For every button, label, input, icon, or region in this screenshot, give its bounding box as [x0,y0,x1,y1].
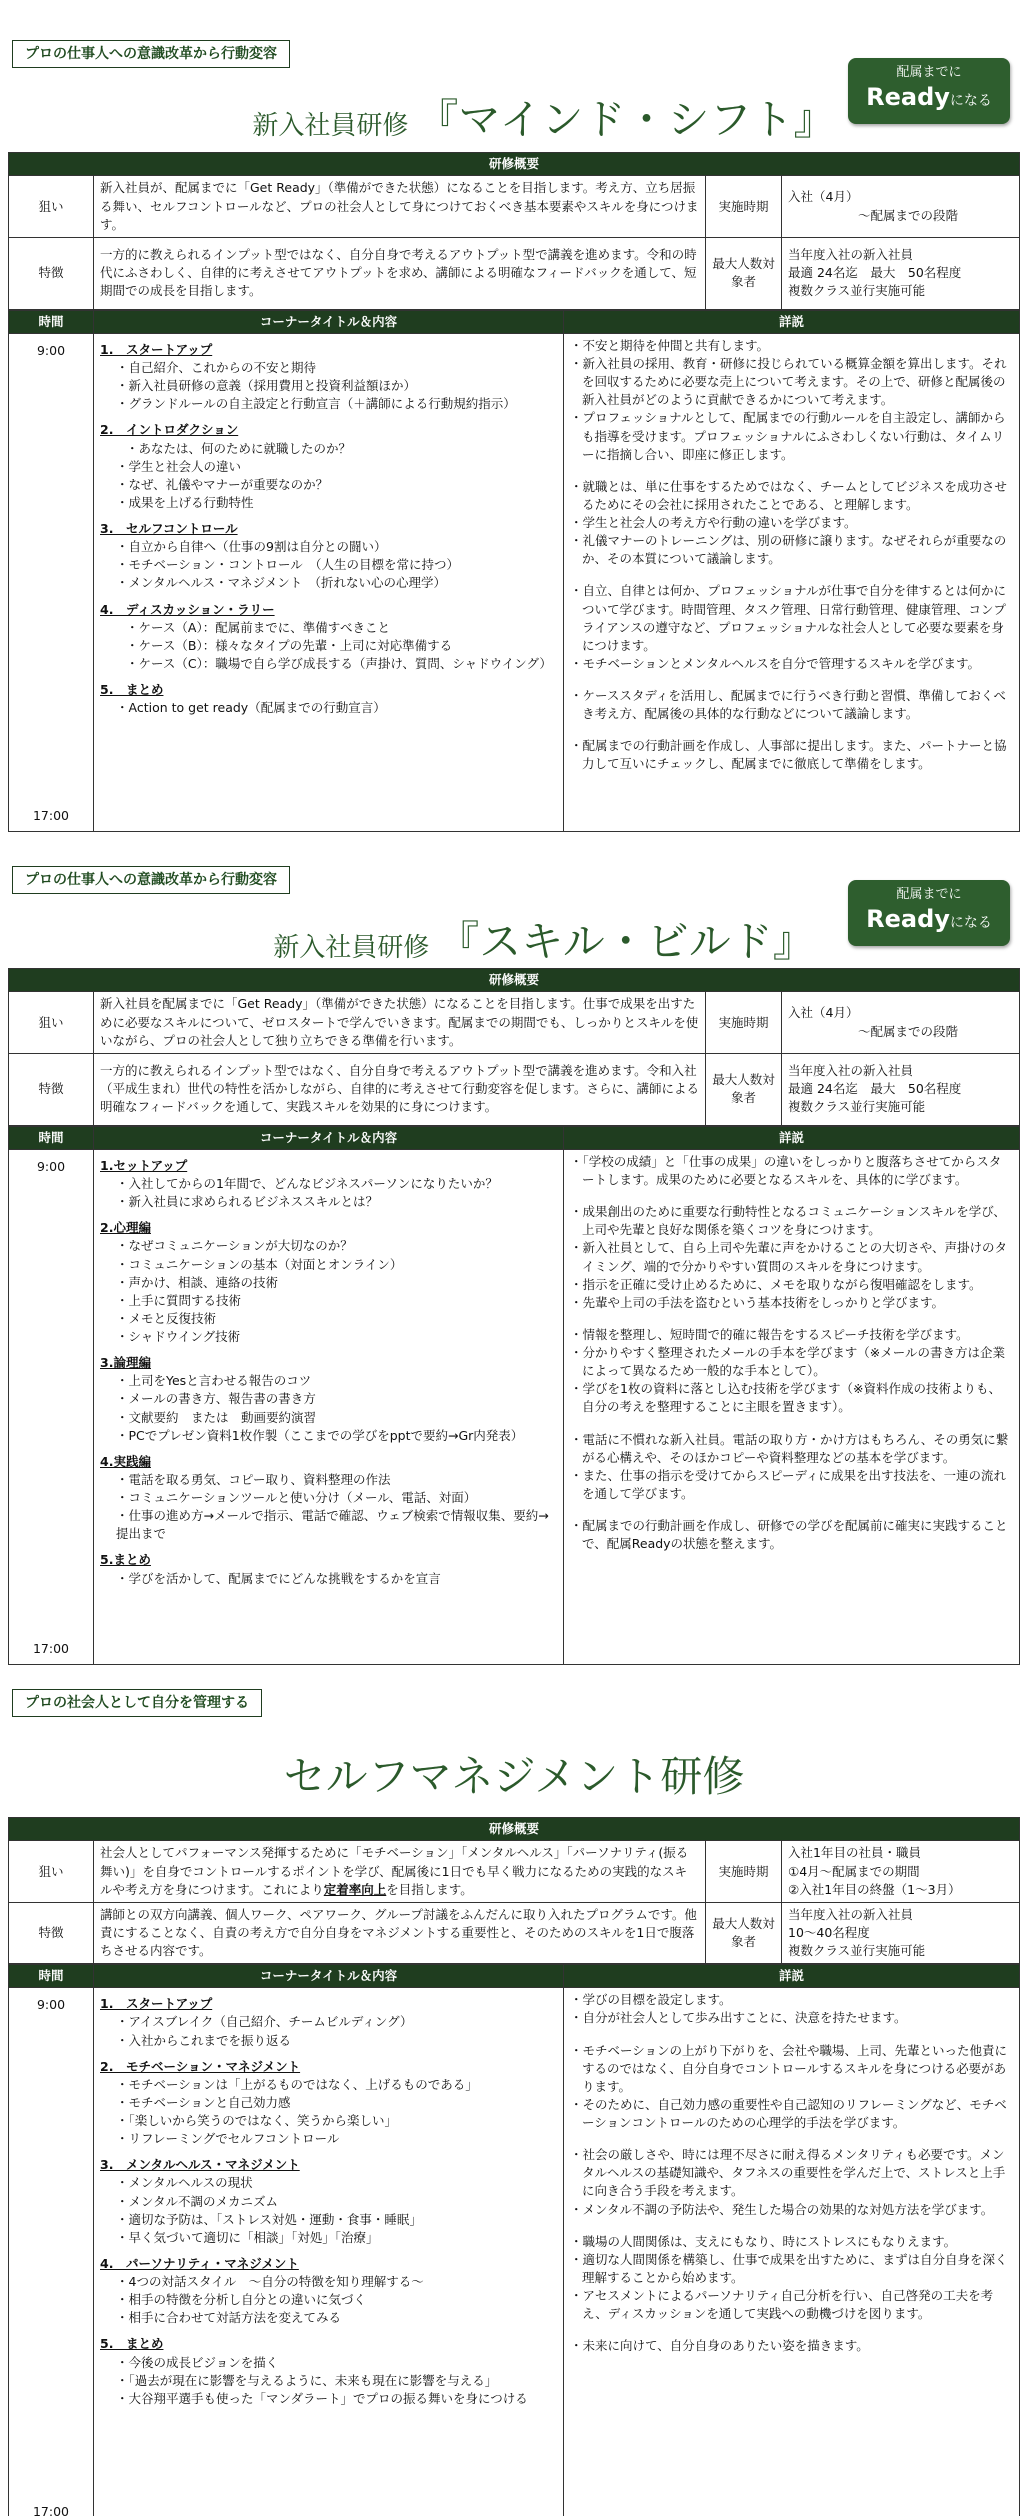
detail-bullet: ・ 学びの目標を設定します。 [570,1991,1013,2009]
time-cell: 9:00 17:00 [9,1988,94,2516]
detail-bullet: ・ そのために、自己効力感の重要性や自己認知のリフレーミングなど、モチベーションコントロールのための心理学的手法を学びます。 [570,2096,1013,2132]
section-heading: 1.セットアップ [100,1157,188,1173]
period-label: 実施時期 [706,176,782,237]
detail-bullet: ・ 学生と社会人の考え方や行動の違いを学びます。 [570,514,1013,532]
badge-line1: 配属までに [896,65,962,80]
section-heading: 2. モチベーション・マネジメント [100,2058,301,2074]
category-tag: プロの社会人として自分を管理する [12,1689,262,1717]
overview-header: 研修概要 [9,1818,1020,1841]
detail-bullet: ・ 新入社員として、自ら上司や先輩に声をかけることの大切さや、声掛けのタイミング、端的で分かりやすい質問のスキルを身につけます。 [570,1239,1013,1275]
detail-bullet: ・ 礼儀マナーのトレーニングは、別の研修に譲ります。なぜそれらが重要なのか、その本質について議論します。 [570,532,1013,568]
list-item: ・ 相手に合わせて対話方法を変えてみる [100,2309,557,2327]
section-heading: 3.論理編 [100,1355,151,1371]
list-item: ・ Action to get ready（配属までの行動宣言） [100,699,557,717]
section-heading: 5.まとめ [100,1552,151,1568]
detail-bullet: ・ 未来に向けて、自分自身のありたい姿を描きます。 [570,2337,1013,2355]
period-cell: 入社（4月） ～配属までの段階 [782,176,1020,237]
badge-line1: 配属までに [896,887,962,902]
title-main: 『スキル・ビルド』 [437,917,815,967]
list-item: ・ 入社してからの1年間で、どんなビジネスパーソンになりたいか？ [100,1175,557,1193]
list-item: ・ モチベーションと自己効力感 [100,2094,557,2112]
section-heading: 1. スタートアップ [100,1996,213,2012]
detail-bullet: ・ 配属までの行動計画を作成し、人事部に提出します。また、パートナーと協力して互いにチェックし、配属までに徹底して準備をします。 [570,737,1013,773]
col-time: 時間 [9,1126,94,1149]
detail-bullet: ・ 自立、自律とは何か、プロフェッショナルが仕事で自分を律するとは何かについて学びます。時間管理、タスク管理、日常行動管理、健康管理、コンプライアンスの遵守など、プロフェッショナルな社会人として必要な要素を身につけます。 [570,582,1013,655]
section-heading: 4. ディスカッション・ラリー [100,601,275,617]
schedule-table [8,310,1020,832]
list-item: ・ コミュニケーションツールと使い分け（メール、電話、対面） [100,1489,557,1507]
program-cell [94,1988,564,2516]
list-item: ・ 電話を取る勇気、コピー取り、資料整理の作法 [100,1471,557,1489]
page-title [8,1747,1020,1809]
schedule-table [8,1964,1020,2516]
category-tag: プロの仕事人への意識改革から行動変容 [12,40,290,68]
list-item: ・ あなたは、何のために就職したのか？ [100,440,557,458]
spacer [570,2323,1013,2337]
detail-cell [564,333,1020,831]
list-item: ・ なぜコミュニケーションが大切なのか？ [100,1237,557,1255]
title-main: セルフマネジメント研修 [283,1752,745,1802]
detail-cell [564,1988,1020,2516]
detail-bullet: ・ 社会の厳しさや、時には理不尽さに耐え得るメンタリティも必要です。メンタルヘルスの基礎知識や、タフネスの重要性を学んだ上で、ストレスと上手に向き合う手段を考えます。 [570,2146,1013,2200]
capacity-cell: 当年度入社の新入社員 10～40名程度 複数クラス並行実施可能 [782,1902,1020,1963]
detail-bullet: ・ 成果創出のために重要な行動特性となるコミュニケーションスキルを学び、上司や先輩と良好な関係を築くコツを身につけます。 [570,1203,1013,1239]
detail-bullet: ・ ケーススタディを活用し、配属までに行うべき行動と習慣、準備しておくべき考え方、配属後の具体的な行動などについて議論します。 [570,687,1013,723]
list-item: ・ 適切な予防は、「ストレス対処・運動・食事・睡眠」 [100,2211,557,2229]
list-item: ・ 成果を上げる行動特性 [100,494,557,512]
list-item: ・ リフレーミングでセルフコントロール [100,2130,557,2148]
list-item: ・ 相手の特徴を分析し自分との違いに気づく [100,2291,557,2309]
overview-header: 研修概要 [9,153,1020,176]
spacer [570,568,1013,582]
detail-bullet: ・ 自分が社会人として歩み出すことに、決意を持たせます。 [570,2009,1013,2027]
detail-bullet: ・ 指示を正確に受け止めるために、メモを取りながら復唱確認をします。 [570,1276,1013,1294]
list-item: ・ 文献要約 または 動画要約演習 [100,1409,557,1427]
training-block-mind-shift [8,0,1020,830]
detail-bullet: ・ 適切な人間関係を構築し、仕事で成果を出すために、まずは自分自身を深く理解することから始めます。 [570,2251,1013,2287]
title-main: 『マインド・シフト』 [416,95,836,145]
time-cell: 9:00 17:00 [9,333,94,831]
spacer [570,2028,1013,2042]
list-item: ・ シャドウイング技術 [100,1328,557,1346]
list-item: ・ ケース（C）：職場で自ら学び成長する（声掛け、質問、シャドウイング） [100,655,557,673]
capacity-label: 最大人数対象者 [706,1902,782,1963]
list-item: ・ 新入社員に求められるビジネススキルとは？ [100,1193,557,1211]
list-item: ・ 仕事の進め方→メールで指示、電話で確認、ウェブ検索で情報収集、要約→提出まで [100,1507,557,1543]
aim-text: 新入社員を配属までに「Get Ready」（準備ができた状態）になることを目指します。仕事で成果を出すために必要なスキルについて、ゼロスタートで学んでいきます。配属までの期間でも、しっかりとスキルを使いながら、プロの社会人として独り立ちできる準備を行います。 [94,992,706,1053]
title-prefix: 新入社員研修 [252,111,409,142]
detail-bullet: ・ 就職とは、単に仕事をするためではなく、チームとしてビジネスを成功させるためにその会社に採用されたことである、と理解します。 [570,478,1013,514]
aim-label: 狙い [9,176,94,237]
capacity-cell: 当年度入社の新入社員 最適 24名迄 最大 50名程度 複数クラス並行実施可能 [782,1053,1020,1125]
list-item: ・ 上手に質問する技術 [100,1292,557,1310]
aim-label: 狙い [9,992,94,1053]
list-item: ・ 今後の成長ビジョンを描く [100,2354,557,2372]
section-heading: 4.実践編 [100,1453,151,1469]
detail-bullet: ・ 電話に不慣れな新入社員。電話の取り方・かけ方はもちろん、その勇気に繋がる心構えや、そのほかコピーや資料整理などの基本を学びます。 [570,1431,1013,1467]
list-item: ・ 「過去が現在に影響を与えるように、未来も現在に影響を与える」 [100,2372,557,2390]
time-cell: 9:00 17:00 [9,1149,94,1664]
ready-badge [848,58,1010,124]
list-item: ・ メモと反復技術 [100,1310,557,1328]
list-item: ・ メールの書き方、報告書の書き方 [100,1390,557,1408]
period-cell: 入社（4月） ～配属までの段階 [782,992,1020,1053]
list-item: ・ 大谷翔平選手も使った「マンダラート」でプロの振る舞いを身につける [100,2390,557,2408]
list-item: ・ PCでプレゼン資料1枚作製（ここまでの学びをpptで要約→Gr内発表） [100,1427,557,1445]
section-heading: 1. スタートアップ [100,341,213,357]
list-item: ・ ケース（A）：配属前までに、準備すべきこと [100,619,557,637]
section-heading: 5. まとめ [100,2336,164,2352]
section-heading: 2.心理編 [100,1220,151,1236]
detail-bullet: ・ また、仕事の指示を受けてからスピーディに成果を出す技法を、一連の流れを通して学びます。 [570,1467,1013,1503]
section-heading: 5. まとめ [100,682,164,698]
detail-bullet: ・ 新入社員の採用、教育・研修に投じられている概算金額を算出します。それを回収するために必要な売上について考えます。その上で、研修と配属後の新入社員がどのように貢献できるかについて考えます。 [570,355,1013,409]
training-block-skill-build [8,830,1020,1675]
detail-bullet: ・ 学びを1枚の資料に落とし込む技術を学びます（※資料作成の技術よりも、自分の考えを整理することに主眼を置きます）。 [570,1380,1013,1416]
detail-bullet: ・ 先輩や上司の手法を盗むという基本技術をしっかりと学びます。 [570,1294,1013,1312]
list-item: ・ 学生と社会人の違い [100,458,557,476]
list-item: ・ 早く気づいて適切に「相談」「対処」「治療」 [100,2229,557,2247]
title-prefix: 新入社員研修 [273,933,430,964]
period-cell: 入社1年目の社員・職員 ①4月～配属までの期間 ②入社1年目の終盤（1～3月） [782,1841,1020,1902]
program-cell [94,1149,564,1664]
col-time: 時間 [9,310,94,333]
spacer [570,2132,1013,2146]
aim-highlight: 定着率向上 [323,1881,387,1897]
schedule-table [8,1126,1020,1665]
col-corner: コーナータイトル＆内容 [94,310,564,333]
detail-bullet: ・ モチベーションとメンタルヘルスを自分で管理するスキルを学びます。 [570,655,1013,673]
col-corner: コーナータイトル＆内容 [94,1126,564,1149]
detail-bullet: ・ 「学校の成績」と「仕事の成果」の違いをしっかりと腹落ちさせてからスタートします。成果のために必要となるスキルを、具体的に学びます。 [570,1153,1013,1189]
list-item: ・ なぜ、礼儀やマナーが重要なのか？ [100,476,557,494]
spacer [570,464,1013,478]
feature-text: 一方的に教えられるインプット型ではなく、自分自身で考えるアウトプット型で講義を進めます。令和の時代にふさわしく、自律的に考えさせてアウトプットを求め、講師による明確なフィードバックを通して、短期間での成長を目指します。 [94,237,706,309]
capacity-label: 最大人数対象者 [706,1053,782,1125]
list-item: ・ 新入社員研修の意義（採用費用と投資利益額ほか） [100,377,557,395]
training-block-self-management [8,1675,1020,2516]
aim-label: 狙い [9,1841,94,1902]
list-item: ・ 学びを活かして、配属までにどんな挑戦をするかを宣言 [100,1570,557,1588]
col-detail: 詳説 [564,310,1020,333]
spacer [570,673,1013,687]
overview-header: 研修概要 [9,969,1020,992]
detail-bullet: ・ 配属までの行動計画を作成し、研修での学びを配属前に確実に実践することで、配属Readyの状態を整えます。 [570,1517,1013,1553]
list-item: ・ アイスブレイク（自己紹介、チームビルディング） [100,2013,557,2031]
badge-line2: Readyになる [866,82,992,111]
detail-bullet: ・ 情報を整理し、短時間で的確に報告をするスピーチ技術を学びます。 [570,1326,1013,1344]
overview-table [8,152,1020,310]
detail-bullet: ・ モチベーションの上がり下がりを、会社や職場、上司、先輩といった他責にするのではなく、自分自身でコントロールするスキルを身につける必要があります。 [570,2042,1013,2096]
list-item: ・ 入社からこれまでを振り返る [100,2032,557,2050]
detail-cell [564,1149,1020,1664]
category-tag: プロの仕事人への意識改革から行動変容 [12,866,290,894]
list-item: ・ グランドルールの自主設定と行動宣言（＋講師による行動規約指示） [100,395,557,413]
feature-text: 一方的に教えられるインプット型ではなく、自分自身で考えるアウトプット型で講義を進めます。令和入社（平成生まれ）世代の特性を活かしながら、自律的に考えさせて行動変容を促します。さらに、講師による明確なフィードバックを通して、実践スキルを効果的に身につけます。 [94,1053,706,1125]
capacity-label: 最大人数対象者 [706,237,782,309]
list-item: ・ ケース（B）：様々なタイプの先輩・上司に対応準備する [100,637,557,655]
detail-bullet: ・ メンタル不調の予防法や、発生した場合の効果的な対処方法を学びます。 [570,2201,1013,2219]
detail-bullet: ・ プロフェッショナルとして、配属までの行動ルールを自主設定し、講師からも指導を受けます。プロフェッショナルにふさわしくない行動は、タイムリーに指摘し合い、即座に修正します。 [570,409,1013,463]
section-heading: 3. セルフコントロール [100,521,238,537]
section-heading: 3. メンタルヘルス・マネジメント [100,2157,300,2173]
spacer [570,723,1013,737]
list-item: ・ メンタルヘルスの現状 [100,2174,557,2192]
col-detail: 詳説 [564,1965,1020,1988]
detail-bullet: ・ アセスメントによるパーソナリティ自己分析を行い、自己啓発の工夫を考え、ディスカッションを通して実践への動機づけを図ります。 [570,2287,1013,2323]
overview-table [8,1817,1020,1964]
detail-bullet: ・ 職場の人間関係は、支えにもなり、時にストレスにもなりえます。 [570,2233,1013,2251]
ready-badge [848,880,1010,946]
spacer [570,1503,1013,1517]
col-corner: コーナータイトル＆内容 [94,1965,564,1988]
badge-line2: Readyになる [866,904,992,933]
feature-label: 特徴 [9,237,94,309]
list-item: ・ 「楽しいから笑うのではなく、笑うから楽しい」 [100,2112,557,2130]
list-item: ・ コミュニケーションの基本（対面とオンライン） [100,1256,557,1274]
capacity-cell: 当年度入社の新入社員 最適 24名迄 最大 50名程度 複数クラス並行実施可能 [782,237,1020,309]
list-item: ・ メンタル不調のメカニズム [100,2193,557,2211]
feature-label: 特徴 [9,1902,94,1963]
section-heading: 2. イントロダクション [100,422,239,438]
program-cell [94,333,564,831]
list-item: ・ モチベーション・コントロール （人生の目標を常に持つ） [100,556,557,574]
feature-label: 特徴 [9,1053,94,1125]
spacer [570,1417,1013,1431]
col-detail: 詳説 [564,1126,1020,1149]
list-item: ・ メンタルヘルス・マネジメント （折れない心の心理学） [100,574,557,592]
section-heading: 4. パーソナリティ・マネジメント [100,2255,299,2271]
aim-text: 新入社員が、配属までに「Get Ready」（準備ができた状態）になることを目指します。考え方、立ち居振る舞い、セルフコントロールなど、プロの社会人として身につけておくべき基本要素やスキルを身につけます。 [94,176,706,237]
list-item: ・ モチベーションは「上がるものではなく、上げるものである」 [100,2076,557,2094]
list-item: ・ 声かけ、相談、連絡の技術 [100,1274,557,1292]
col-time: 時間 [9,1965,94,1988]
detail-bullet: ・ 分かりやすく整理されたメールの手本を学びます（※メールの書き方は企業によって異なるため一般的な手本として）。 [570,1344,1013,1380]
list-item: ・ 自立から自律へ（仕事の9割は自分との闘い） [100,538,557,556]
period-label: 実施時期 [706,992,782,1053]
period-label: 実施時期 [706,1841,782,1902]
feature-text: 講師との双方向講義、個人ワーク、ペアワーク、グループ討議をふんだんに取り入れたプログラムです。他責にすることなく、自責の考え方で自分自身をマネジメントする重要性と、そのためのスキルを1日で腹落ちさせる内容です。 [94,1902,706,1963]
list-item: ・ 上司をYesと言わせる報告のコツ [100,1372,557,1390]
spacer [570,1189,1013,1203]
list-item: ・ 自己紹介、これからの不安と期待 [100,359,557,377]
overview-table [8,968,1020,1126]
list-item: ・ 4つの対話スタイル ～自分の特徴を知り理解する～ [100,2273,557,2291]
detail-bullet: ・ 不安と期待を仲間と共有します。 [570,337,1013,355]
spacer [570,1312,1013,1326]
spacer [570,2219,1013,2233]
aim-text: 社会人としてパフォーマンス発揮するために「モチベーション」「メンタルヘルス」「パーソナリティ(振る舞い)」を自身でコントロールするポイントを学び、配属後に1日でも早く戦力になるための実践的なスキルや考え方を身につけます。これにより定着率向上を目指します。 [94,1841,706,1902]
